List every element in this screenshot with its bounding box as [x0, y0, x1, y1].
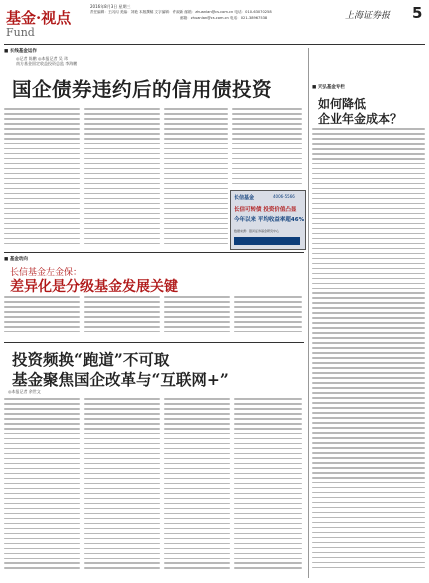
ad-note: 数据来源：银河证券基金研究中心: [234, 229, 280, 233]
article-1-byline: ◎记者 陈鹏 ◎本报记者 吴 玮: [16, 56, 69, 61]
article-2-body-col2: [84, 296, 160, 338]
article-2-body-col1: [4, 296, 80, 338]
article-1-tag: ■ 长线基金运作: [4, 49, 37, 54]
email-line: 邮箱：zhuanlan@cs.com.cn 电话：021-38967538: [180, 16, 268, 20]
article-3-body-col2: [84, 398, 160, 576]
article-2-top-rule: [4, 252, 304, 253]
article-3-body-col3: [164, 398, 230, 576]
article-3-top-rule: [4, 342, 304, 343]
ad-line-1: 长信可转债 投资价值凸显: [234, 207, 297, 213]
ad-rule: [234, 237, 300, 245]
article-3-body-col4: [234, 398, 302, 576]
ad-hotline: 4006-5566: [273, 194, 295, 199]
section-title: 基金·视点: [6, 9, 72, 27]
article-2-title: 差异化是分级基金发展关键: [10, 279, 178, 295]
ad-logo: 长信基金: [234, 195, 255, 201]
ad-banner: [230, 190, 306, 250]
article-3-byline: ◎本报记者 余世文: [8, 389, 41, 394]
article-1-body-col2: [84, 108, 160, 246]
article-2-kicker: 长信基金左金保：: [10, 268, 83, 278]
column-divider: [308, 48, 309, 578]
section-subtitle: Fund: [6, 26, 35, 39]
article-2: [4, 254, 304, 339]
article-3-title-line-2: 基金聚焦国企改革与“互联网+”: [12, 370, 229, 389]
article-1-sub-byline: 南方基金固定收益投资总监 李海鹏: [16, 61, 78, 66]
article-3-title-line-1: 投资频换“跑道”不可取: [12, 350, 170, 369]
article-2-body-col3: [164, 296, 230, 338]
article-2-body-col4: [234, 296, 302, 338]
sidebar-title-line-2: 企业年金成本？: [318, 112, 403, 126]
sidebar-title-line-1: 如何降低: [318, 97, 367, 111]
ad-line-2: 今年以来 平均收益率超46%: [234, 217, 305, 223]
editors-line: 责任编辑：王闪闪 美编：刘艳 本版撰稿 文字编辑：许淑新 邮箱：zhuanlan@cs.com.cn 电话：010-63070258: [90, 10, 272, 14]
article-3: [4, 344, 304, 578]
article-3-body-col1: [4, 398, 80, 576]
article-1-title: 国企债券违约后的信用债投资: [12, 78, 273, 101]
sidebar-tag: ■ 天弘基金专栏: [312, 85, 345, 90]
sidebar-column: [312, 48, 425, 578]
article-1-body-col1: [4, 108, 80, 246]
article-2-tag: ■ 基金动向: [4, 257, 28, 262]
article-1-body-col4: [232, 108, 302, 188]
sidebar-body: [312, 128, 425, 574]
date-line: 2016年8月3日 星期三: [90, 4, 131, 9]
article-1-body-col3: [164, 108, 228, 246]
header-bar: [0, 0, 429, 45]
paper-name: 上海证券报: [345, 11, 391, 21]
page-number: 5: [412, 4, 423, 22]
header-rule: [4, 44, 425, 45]
